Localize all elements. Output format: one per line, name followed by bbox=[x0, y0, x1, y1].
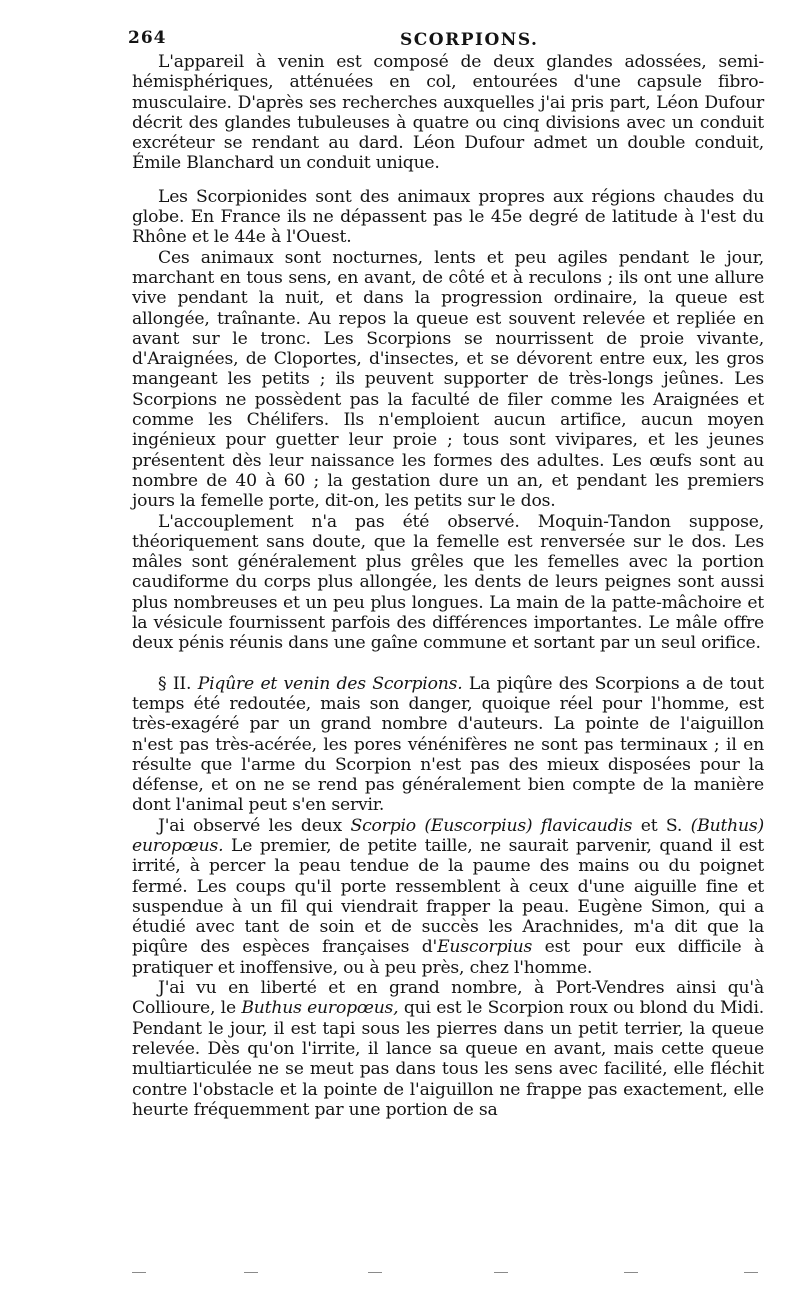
paragraph-distribution: Les Scorpionides sont des animaux propres aux régions chaudes du globe. En France ils ne dépassent pas le 45e degré de latitude à l'est du Rhône et le 44e à l'Ouest. bbox=[132, 186, 764, 248]
species-name-buthus-europaeus: Buthus europœus, bbox=[241, 998, 399, 1019]
print-mark bbox=[624, 1272, 638, 1273]
footer-print-marks bbox=[132, 1268, 762, 1278]
section-title: Piqûre et venin des Scorpions. bbox=[197, 673, 463, 694]
paragraph-mating: L'accouplement n'a pas été observé. Moquin-Tandon suppose, théoriquement sans doute, que la femelle est renversée sur le dos. Les mâles sont généralement plus grêles que les femelles avec la portion caudiforme du corps plus allongée, les dents de leurs peignes sont aussi plus nombreuses et un peu plus longues. La main de la patte-mâchoire et la vésicule fournissent parfois des différences importantes. Le mâle offre deux pénis réunis dans une gaîne commune et sortant par un seul orifice. bbox=[132, 511, 764, 654]
page-body bbox=[132, 52, 764, 1120]
paragraph-observations bbox=[132, 816, 764, 978]
print-mark bbox=[132, 1272, 146, 1273]
page-header bbox=[128, 22, 764, 52]
page-number: 264 bbox=[128, 28, 167, 48]
text-run: J'ai vu en liberté et en grand nombre, à Port-Vendres ainsi qu'à Collioure, le bbox=[132, 978, 764, 1019]
text-run: qui est le Scorpion roux ou blond du Midi. Pendant le jour, il est tapi sous les pierres dans un petit terrier, la queue relevée. Dès qu'on l'irrite, il lance sa queue en avant, mais cette queue multiarticulée ne se meut pas dans tous les sens avec facilité, elle fléchit contre l'obstacle et la pointe de l'aiguillon ne frappe pas exactement, elle heurte fréquemment par une portion de sa bbox=[132, 998, 765, 1120]
text-run: J'ai observé les deux bbox=[158, 815, 343, 836]
print-mark bbox=[744, 1272, 758, 1273]
species-name-buthus: (Buthus) europœus. bbox=[132, 815, 765, 856]
section-marker: § II. bbox=[158, 673, 192, 694]
paragraph-habits: Ces animaux sont nocturnes, lents et peu agiles pendant le jour, marchant en tous sens, en avant, de côté et à reculons ; ils ont une allure vive pendant la nuit, et dans la progression ordinaire, la queue est allongée, traînante. Au repos la queue est souvent relevée et repliée en avant sur le tronc. Les Scorpions se nourrissent de proie vivante, d'Araignées, de Cloportes, d'insectes, et se dévorent entre eux, les gros mangeant les petits ; ils peuvent supporter de très-longs jeûnes. Les Scorpions ne possèdent pas la faculté de filer comme les Araignées et comme les Chélifers. Ils n'emploient aucun artifice, aucun moyen ingénieux pour guetter leur proie ; tous sont vivipares, et les jeunes présentent dès leur naissance les formes des adultes. Les œufs sont au nombre de 40 à 60 ; la gestation dure un an, et pendant les premiers jours la femelle porte, dit-on, les petits sur le dos. bbox=[132, 247, 764, 512]
genus-name-euscorpius: Euscorpius bbox=[437, 937, 533, 958]
text-run: est pour eux difficile à pratiquer et inoffensive, ou à peu près, chez l'homme. bbox=[132, 937, 765, 978]
paragraph-gap bbox=[132, 174, 764, 187]
text-run: et S. bbox=[640, 815, 683, 836]
section-intro-text: La piqûre des Scorpions a de tout temps été redoutée, mais son danger, quoique réel pour l'homme, est très-exagéré par un grand nombre d'auteurs. La pointe de l'aiguillon n'est pas très-acérée, les pores vénénifères ne sont pas terminaux ; il en résulte que l'arme du Scorpion n'est pas des mieux disposées pour la défense, et on ne se rend pas généralement bien compte de la manière dont l'animal peut s'en servir. bbox=[132, 673, 765, 816]
species-name-euscorpius: Scorpio (Euscorpius) flavicaudis bbox=[350, 815, 633, 836]
print-mark bbox=[368, 1272, 382, 1273]
paragraph-section-ii bbox=[132, 674, 764, 816]
running-title: SCORPIONS. bbox=[400, 30, 539, 50]
paragraph-port-vendres bbox=[132, 978, 764, 1120]
text-run: Le premier, de petite taille, ne saurait parvenir, quand il est irrité, à percer la peau tendue de la paume des mains ou du poignet fermé. Les coups qu'il porte ressemblent à ceux d'une aiguille fine et suspendue à un fil qui viendrait frapper la peau. Eugène Simon, qui a étudié avec tant de soin et de succès les Arachnides, m'a dit que la piqûre des espèces françaises d' bbox=[132, 835, 765, 958]
paragraph-venom-apparatus: L'appareil à venin est composé de deux glandes adossées, semi-hémisphériques, atténuées en col, entourées d'une capsule fibro-musculaire. D'après ses recherches auxquelles j'ai pris part, Léon Dufour décrit des glandes tubuleuses à quatre ou cinq divisions avec un conduit excréteur se rendant au dard. Léon Dufour admet un double conduit, Émile Blanchard un conduit unique. bbox=[132, 52, 764, 174]
section-gap bbox=[132, 654, 764, 674]
print-mark bbox=[494, 1272, 508, 1273]
print-mark bbox=[244, 1272, 258, 1273]
